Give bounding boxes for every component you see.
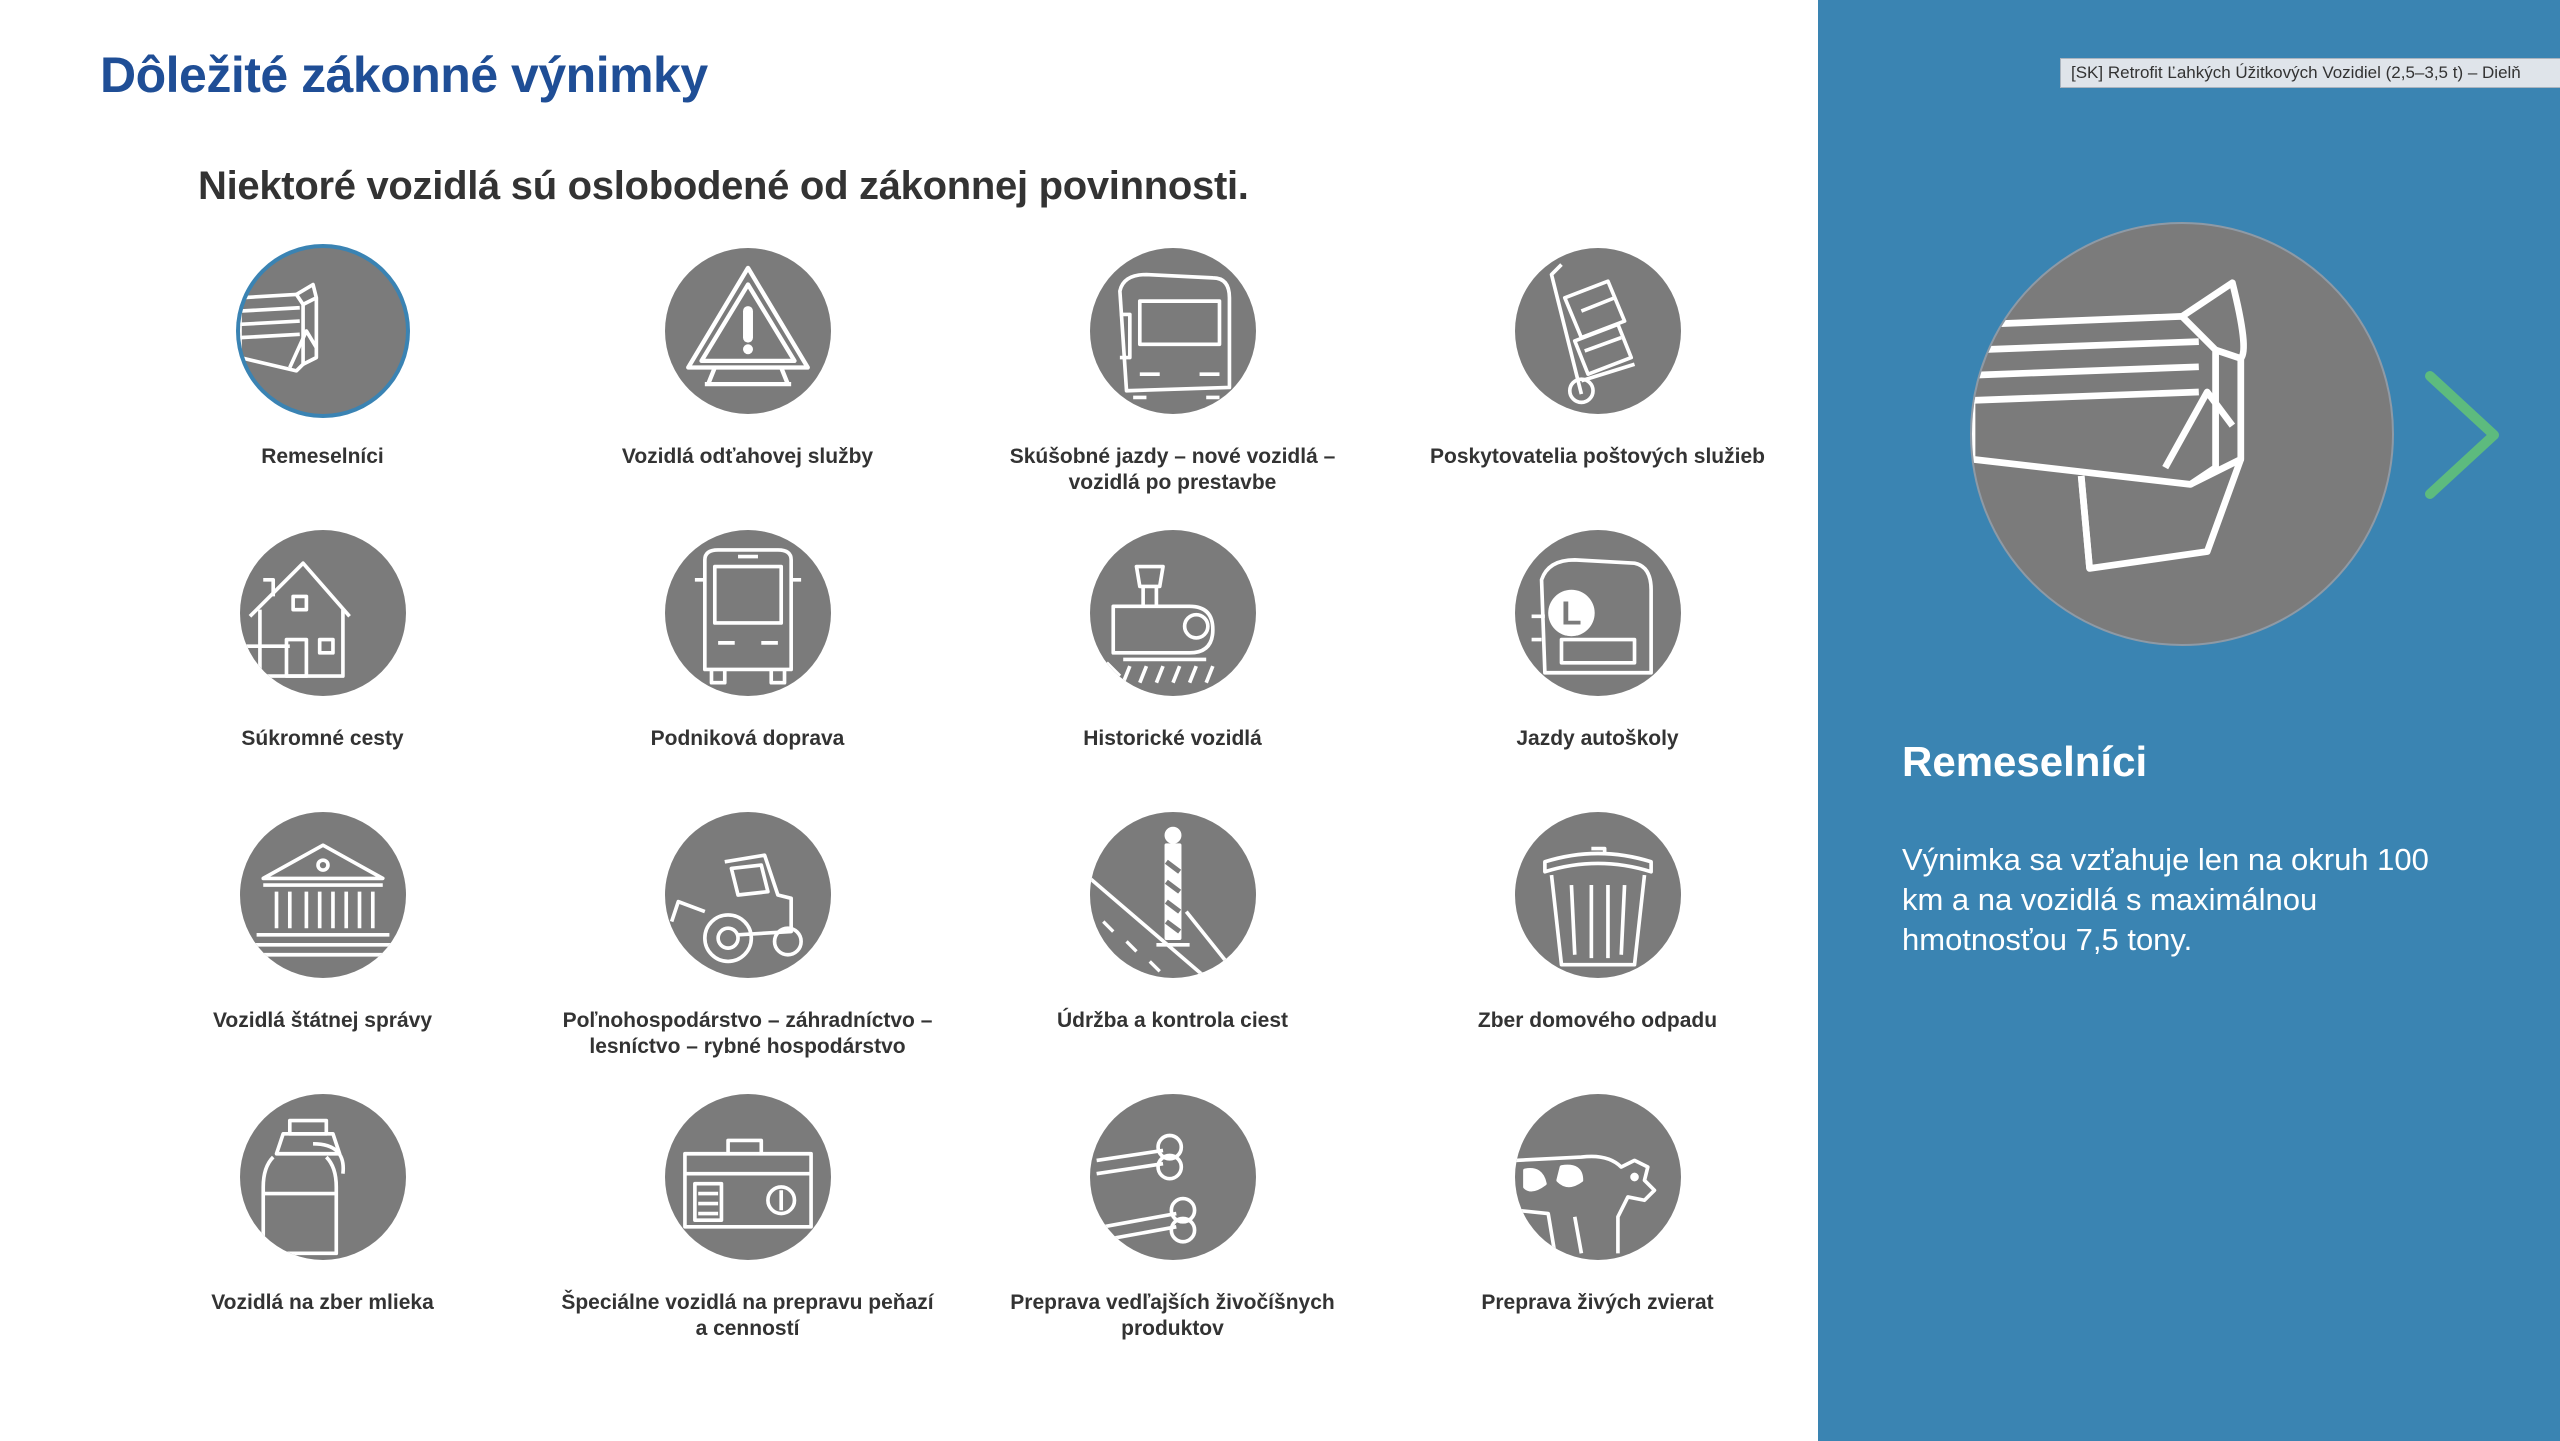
bus-icon <box>665 530 831 696</box>
money-case-icon <box>665 1094 831 1260</box>
milk-can-icon <box>240 1094 406 1260</box>
bone-icon <box>1090 1094 1256 1260</box>
tile-label: Skúšobné jazdy – nové vozidlá – vozidlá po prestavbe <box>1009 445 1336 494</box>
cow-icon <box>1515 1094 1681 1260</box>
svg-text:L: L <box>1560 595 1582 633</box>
locomotive-icon <box>1090 530 1256 696</box>
tile-label: Jazdy autoškoly <box>1516 727 1679 750</box>
detail-title: Remeselníci <box>1902 738 2148 785</box>
tile-cash-transport[interactable] <box>535 1094 960 1376</box>
exemptions-grid <box>110 248 1810 1376</box>
tile-label: Súkromné cesty <box>241 727 404 750</box>
tile-private-roads[interactable] <box>110 530 535 812</box>
trash-can-icon <box>1515 812 1681 978</box>
tile-label: Špeciálne vozidlá na prepravu peňazí a cenností <box>561 1291 934 1340</box>
tile-tow-service[interactable] <box>535 248 960 530</box>
tile-historic[interactable] <box>960 530 1385 812</box>
tile-label: Preprava vedľajších živočíšnych produktov <box>1010 1291 1335 1340</box>
tile-label: Poskytovatelia poštových služieb <box>1430 445 1765 468</box>
detail-description: Výnimka sa vzťahuje len na okruh 100 km a na vozidlá s maximálnou hmotnosťou 7,5 tony. <box>1902 842 2429 957</box>
tile-label: Podniková doprava <box>650 727 845 750</box>
tile-label: Vozidlá na zber mlieka <box>211 1291 434 1314</box>
tile-agriculture[interactable] <box>535 812 960 1094</box>
tile-label: Preprava živých zvierat <box>1481 1291 1714 1314</box>
tile-label: Remeselníci <box>261 445 384 468</box>
tile-company-transport[interactable] <box>535 530 960 812</box>
government-building-icon <box>240 812 406 978</box>
tile-live-animals[interactable] <box>1385 1094 1810 1376</box>
tile-milk-collection[interactable] <box>110 1094 535 1376</box>
house-icon <box>240 530 406 696</box>
tile-state-administration[interactable] <box>110 812 535 1094</box>
tile-label: Vozidlá odťahovej služby <box>621 445 874 468</box>
tile-label: Vozidlá štátnej správy <box>212 1009 433 1032</box>
tile-road-maintenance[interactable] <box>960 812 1385 1094</box>
tile-test-drives[interactable] <box>960 248 1385 530</box>
tile-label: Poľnohospodárstvo – záhradníctvo – lesníctvo – rybné hospodárstvo <box>562 1009 933 1058</box>
tile-label: Údržba a kontrola ciest <box>1056 1009 1289 1032</box>
learner-car-icon <box>1515 530 1681 696</box>
tile-craftsmen[interactable] <box>110 248 535 530</box>
tile-driving-school[interactable] <box>1385 530 1810 812</box>
van-icon <box>1090 248 1256 414</box>
chevron-right-icon[interactable] <box>2422 368 2510 502</box>
tile-label: Zber domového odpadu <box>1477 1009 1718 1032</box>
hand-truck-icon <box>1515 248 1681 414</box>
tractor-icon <box>665 812 831 978</box>
page-title: Dôležité zákonné výnimky <box>100 47 708 103</box>
tile-postal[interactable] <box>1385 248 1810 530</box>
detail-panel <box>1818 0 2560 1441</box>
tile-waste-collection[interactable] <box>1385 812 1810 1094</box>
toolbox-icon <box>240 248 406 414</box>
window-tab-title[interactable]: [SK] Retrofit Ľahkých Úžitkových Vozidiel (2,5–3,5 t) – Dielň <box>2060 58 2560 88</box>
road-post-icon <box>1090 812 1256 978</box>
toolbox-icon <box>1970 222 2394 646</box>
tile-animal-byproducts[interactable] <box>960 1094 1385 1376</box>
warning-triangle-icon <box>665 248 831 414</box>
page-subtitle: Niektoré vozidlá sú oslobodené od zákonnej povinnosti. <box>198 164 1249 208</box>
tile-label: Historické vozidlá <box>1083 727 1262 750</box>
